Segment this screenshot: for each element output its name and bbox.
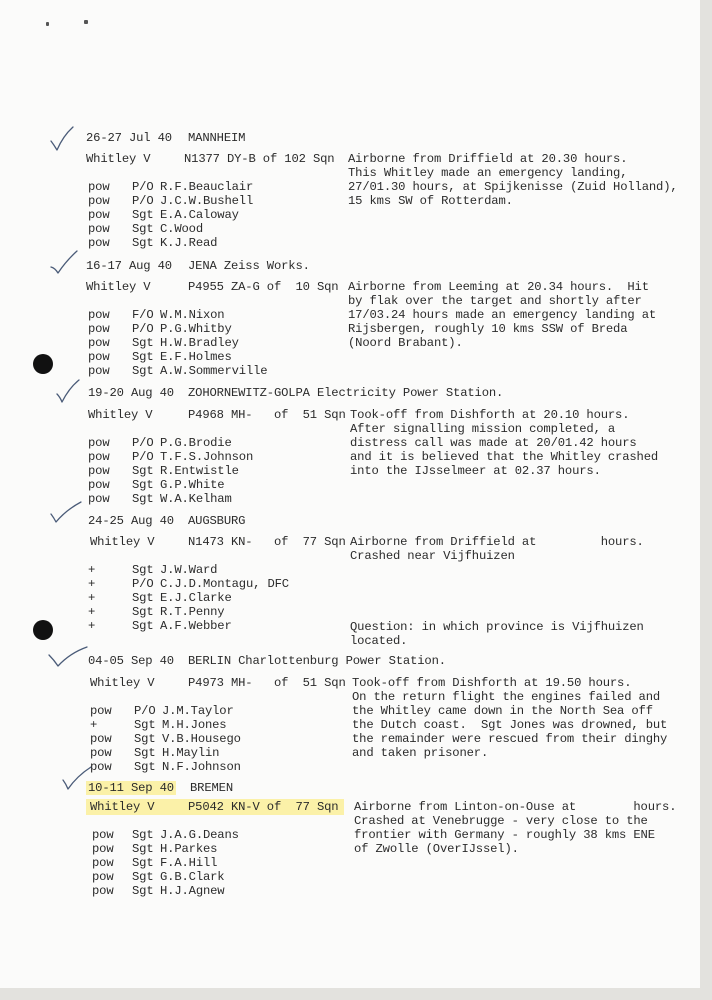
aircraft-type: Whitley V [86, 152, 151, 166]
entry-date: 16-17 Aug 40 [86, 259, 172, 273]
crew-name: A.F.Webber [160, 619, 232, 633]
crew-status: pow [88, 350, 110, 364]
aircraft-serial: P4955 ZA-G of 10 Sqn [188, 280, 339, 294]
crew-rank: Sgt [132, 350, 154, 364]
crew-rank: Sgt [132, 591, 154, 605]
crew-status: pow [88, 450, 110, 464]
crew-name: C.Wood [160, 222, 203, 236]
crew-name: R.Entwistle [160, 464, 239, 478]
crew-name: A.W.Sommerville [160, 364, 268, 378]
entry-note-line: by flak over the target and shortly after [348, 294, 642, 308]
crew-status: pow [88, 336, 110, 350]
crew-name: H.W.Bradley [160, 336, 239, 350]
crew-name: H.Parkes [160, 842, 218, 856]
entry-note-line: Crashed near Vijfhuizen [350, 549, 515, 563]
crew-rank: Sgt [134, 718, 156, 732]
entry-date: 19-20 Aug 40 [88, 386, 174, 400]
entry-note-line: Rijsbergen, roughly 10 kms SSW of Breda [348, 322, 628, 336]
crew-name: J.W.Ward [160, 563, 218, 577]
entry-note-line: Crashed at Venebrugge - very close to the [354, 814, 648, 828]
entry-note-line: Airborne from Leeming at 20.34 hours. Hit [348, 280, 649, 294]
crew-rank: Sgt [132, 828, 154, 842]
crew-rank: Sgt [132, 856, 154, 870]
crew-status: pow [92, 842, 114, 856]
aircraft-type: Whitley V [86, 799, 344, 815]
crew-name: J.A.G.Deans [160, 828, 239, 842]
crew-rank: Sgt [132, 605, 154, 619]
crew-rank: P/O [132, 322, 154, 336]
check-mark-icon [56, 378, 80, 404]
crew-status: pow [92, 856, 114, 870]
aircraft-type: Whitley V [90, 676, 155, 690]
entry-target: ZOHORNEWITZ-GOLPA Electricity Power Station. [188, 386, 504, 400]
entry-note-line: the remainder were rescued from their dinghy [352, 732, 668, 746]
aircraft-type: Whitley V [90, 535, 155, 549]
crew-rank: Sgt [132, 870, 154, 884]
aircraft-type: Whitley V [86, 280, 151, 294]
crew-status: pow [88, 308, 110, 322]
crew-status: pow [88, 436, 110, 450]
scan-edge [0, 988, 712, 1000]
crew-name: J.M.Taylor [162, 704, 234, 718]
crew-name: H.J.Agnew [160, 884, 225, 898]
crew-status: + [90, 718, 98, 732]
crew-status: pow [88, 222, 110, 236]
aircraft-type: Whitley V [88, 408, 153, 422]
crew-rank: P/O [132, 180, 154, 194]
crew-status: pow [88, 322, 110, 336]
crew-status: + [88, 577, 96, 591]
crew-status: pow [88, 236, 110, 250]
entry-note-line: the Dutch coast. Sgt Jones was drowned, but [352, 718, 668, 732]
entry-note-line: 17/03.24 hours made an emergency landing at [348, 308, 657, 322]
crew-name: P.G.Whitby [160, 322, 232, 336]
check-mark-icon [50, 249, 78, 275]
crew-rank: P/O [132, 450, 154, 464]
crew-status: pow [88, 464, 110, 478]
crew-rank: Sgt [132, 842, 154, 856]
entry-note-line: Airborne from Driffield at hours. [350, 535, 644, 549]
crew-name: P.G.Brodie [160, 436, 232, 450]
paper-speck [84, 20, 88, 24]
punch-hole [33, 354, 53, 374]
crew-name: M.H.Jones [162, 718, 227, 732]
entry-note-line: and it is believed that the Whitley crashed [350, 450, 659, 464]
check-mark-icon [50, 126, 74, 152]
check-mark-icon [50, 500, 82, 524]
crew-status: pow [88, 478, 110, 492]
entry-note-line: This Whitley made an emergency landing, [348, 166, 628, 180]
crew-status: pow [88, 180, 110, 194]
crew-name: V.B.Housego [162, 732, 241, 746]
crew-rank: Sgt [134, 732, 156, 746]
crew-rank: P/O [134, 704, 156, 718]
crew-name: F.A.Hill [160, 856, 218, 870]
crew-status: + [88, 591, 96, 605]
crew-status: pow [90, 760, 112, 774]
crew-name: C.J.D.Montagu, DFC [160, 577, 289, 591]
crew-rank: Sgt [132, 492, 154, 506]
check-mark-icon [48, 645, 88, 669]
crew-name: E.J.Clarke [160, 591, 232, 605]
entry-date: 26-27 Jul 40 [86, 131, 172, 145]
crew-rank: Sgt [132, 364, 154, 378]
crew-status: pow [88, 194, 110, 208]
crew-status: + [88, 563, 96, 577]
crew-name: T.F.S.Johnson [160, 450, 254, 464]
crew-status: pow [92, 828, 114, 842]
question-line: Question: in which province is Vijfhuizen [350, 620, 644, 634]
entry-target: JENA Zeiss Works. [188, 259, 310, 273]
crew-rank: P/O [132, 436, 154, 450]
crew-rank: Sgt [132, 208, 154, 222]
crew-status: pow [88, 364, 110, 378]
entry-note-line: Airborne from Driffield at 20.30 hours. [348, 152, 628, 166]
crew-status: pow [90, 732, 112, 746]
crew-status: pow [92, 884, 114, 898]
crew-rank: Sgt [132, 884, 154, 898]
crew-name: W.A.Kelham [160, 492, 232, 506]
crew-rank: Sgt [132, 336, 154, 350]
entry-note-line: 27/01.30 hours, at Spijkenisse (Zuid Holland), [348, 180, 678, 194]
entry-note-line: Took-off from Dishforth at 20.10 hours. [350, 408, 630, 422]
crew-rank: Sgt [132, 464, 154, 478]
crew-rank: P/O [132, 577, 154, 591]
crew-name: R.T.Penny [160, 605, 225, 619]
crew-status: + [88, 605, 96, 619]
aircraft-serial: P4968 MH- of 51 Sqn [188, 408, 346, 422]
crew-name: W.M.Nixon [160, 308, 225, 322]
entry-target: BERLIN Charlottenburg Power Station. [188, 654, 446, 668]
entry-date: 04-05 Sep 40 [88, 654, 174, 668]
crew-name: K.J.Read [160, 236, 218, 250]
question-line: located. [350, 634, 408, 648]
entry-target: MANNHEIM [188, 131, 246, 145]
entry-date: 10-11 Sep 40 [88, 781, 174, 795]
entry-note-line: 15 kms SW of Rotterdam. [348, 194, 513, 208]
entry-note-line: frontier with Germany - roughly 38 kms ENE [354, 828, 655, 842]
crew-rank: Sgt [132, 478, 154, 492]
scan-edge [700, 0, 712, 1000]
entry-target: BREMEN [190, 781, 233, 795]
crew-name: H.Maylin [162, 746, 220, 760]
crew-name: N.F.Johnson [162, 760, 241, 774]
crew-name: G.P.White [160, 478, 225, 492]
crew-rank: Sgt [132, 236, 154, 250]
crew-rank: P/O [132, 194, 154, 208]
crew-name: G.B.Clark [160, 870, 225, 884]
paper-speck [46, 22, 49, 26]
entry-date: 24-25 Aug 40 [88, 514, 174, 528]
entry-note-line: On the return flight the engines failed and [352, 690, 661, 704]
crew-name: J.C.W.Bushell [160, 194, 254, 208]
entry-target: AUGSBURG [188, 514, 246, 528]
crew-rank: Sgt [132, 222, 154, 236]
entry-note-line: of Zwolle (OverIJssel). [354, 842, 519, 856]
entry-note-line: (Noord Brabant). [348, 336, 463, 350]
aircraft-serial: N1377 DY-B of 102 Sqn [184, 152, 335, 166]
crew-rank: Sgt [134, 760, 156, 774]
crew-status: pow [88, 492, 110, 506]
crew-rank: Sgt [134, 746, 156, 760]
crew-rank: F/O [132, 308, 154, 322]
crew-name: R.F.Beauclair [160, 180, 254, 194]
crew-status: pow [92, 870, 114, 884]
crew-name: E.F.Holmes [160, 350, 232, 364]
crew-status: pow [88, 208, 110, 222]
entry-note-line: the Whitley came down in the North Sea off [352, 704, 653, 718]
crew-rank: Sgt [132, 619, 154, 633]
punch-hole [33, 620, 53, 640]
crew-name: E.A.Caloway [160, 208, 239, 222]
crew-status: pow [90, 704, 112, 718]
crew-rank: Sgt [132, 563, 154, 577]
crew-status: pow [90, 746, 112, 760]
aircraft-serial: N1473 KN- of 77 Sqn [188, 535, 346, 549]
entry-note-line: Airborne from Linton-on-Ouse at hours. [354, 800, 677, 814]
entry-note-line: After signalling mission completed, a [350, 422, 616, 436]
aircraft-serial: P5042 KN-V of 77 Sqn [188, 800, 339, 814]
crew-status: + [88, 619, 96, 633]
entry-note-line: Took-off from Dishforth at 19.50 hours. [352, 676, 632, 690]
aircraft-serial: P4973 MH- of 51 Sqn [188, 676, 346, 690]
entry-note-line: into the IJsselmeer at 02.37 hours. [350, 464, 601, 478]
entry-note-line: distress call was made at 20/01.42 hours [350, 436, 637, 450]
entry-note-line: and taken prisoner. [352, 746, 489, 760]
